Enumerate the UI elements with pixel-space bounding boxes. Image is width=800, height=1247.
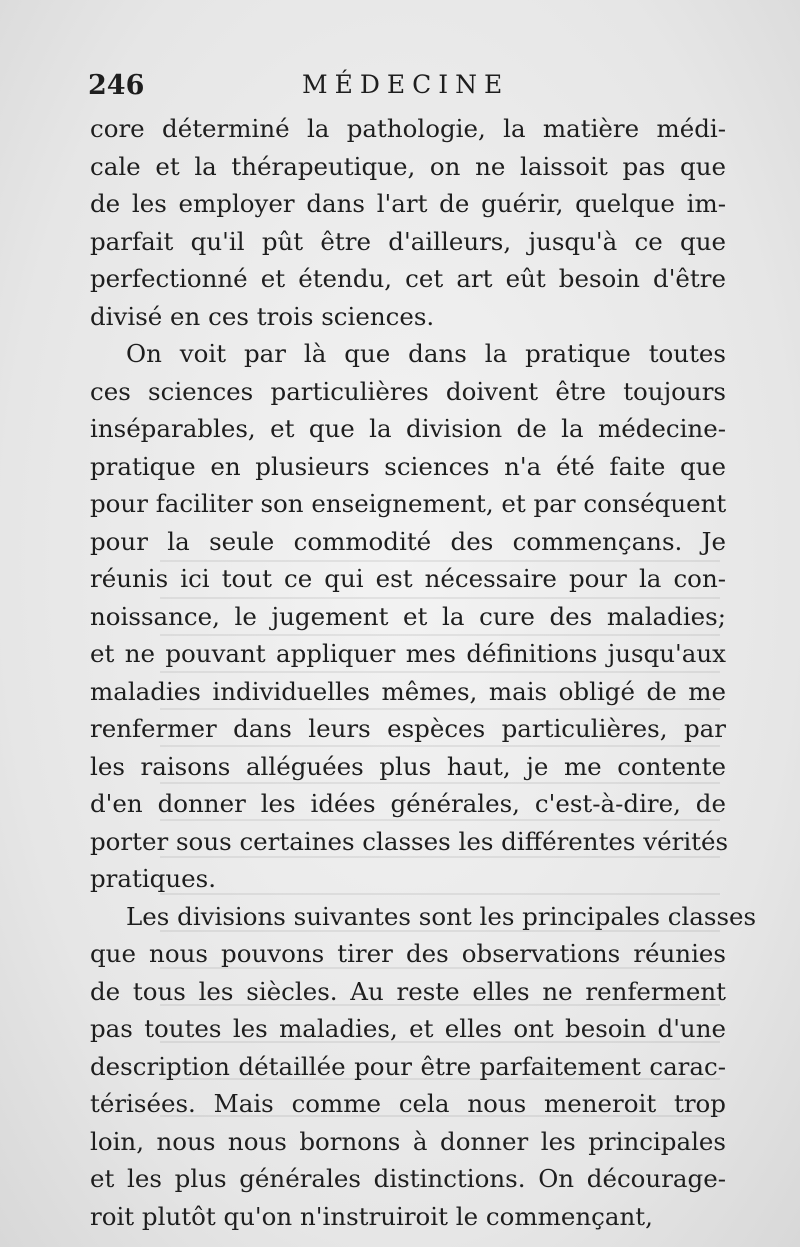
text-line: pour faciliter son enseignement, et par conséquent	[90, 489, 727, 518]
text-line: roit plutôt qu'on n'instruiroit le commençant,	[90, 1201, 653, 1231]
paragraph	[90, 335, 729, 898]
paragraph	[90, 110, 726, 335]
text-line: et les plus générales distinctions. On décourage-	[90, 1164, 726, 1193]
text-line: parfait qu'il pût être d'ailleurs, jusqu'à ce que	[90, 226, 726, 256]
text-line: noissance, le jugement et la cure des maladies;	[90, 601, 726, 631]
text-line: ces sciences particulières doivent être toujours	[90, 376, 726, 406]
text-line: core déterminé la pathologie, la matière médi-	[90, 114, 726, 143]
text-line: d'en donner les idées générales, c'est-à-dire, de	[90, 789, 726, 818]
text-line: maladies individuelles mêmes, mais obligé de me	[90, 676, 726, 706]
text-line: On voit par là que dans la pratique toutes	[126, 339, 726, 368]
text-line: porter sous certaines classes les différentes vérités	[90, 826, 729, 856]
text-line: Les divisions suivantes sont les principales classes	[126, 901, 757, 931]
text-line: que nous pouvons tirer des observations réunies	[90, 939, 726, 968]
text-line: loin, nous nous bornons à donner les principales	[90, 1126, 726, 1156]
text-line: réunis ici tout ce qui est nécessaire pour la con-	[90, 564, 726, 593]
text-line: perfectionné et étendu, cet art eût besoin d'être	[90, 264, 726, 293]
text-line: divisé en ces trois sciences.	[90, 301, 435, 331]
text-line: de tous les siècles. Au reste elles ne renferment	[90, 976, 726, 1006]
text-line: pratique en plusieurs sciences n'a été faite que	[90, 451, 726, 481]
text-line: pour la seule commodité des commençans. Je	[90, 526, 726, 556]
text-line: inséparables, et que la division de la médecine-	[90, 414, 726, 443]
paragraph	[90, 898, 757, 1236]
text-line: renfermer dans leurs espèces particulières, par	[90, 714, 726, 743]
body-text	[90, 110, 757, 1235]
text-line: les raisons alléguées plus haut, je me contente	[90, 751, 726, 781]
text-line: de les employer dans l'art de guérir, quelque im-	[90, 189, 726, 218]
text-line: térisées. Mais comme cela nous meneroit trop	[90, 1089, 726, 1118]
text-line: pas toutes les maladies, et elles ont besoin d'une	[90, 1014, 726, 1043]
page-header	[88, 70, 728, 110]
text-line: cale et la thérapeutique, on ne laissoit pas que	[90, 151, 726, 181]
page-number: 246	[88, 70, 145, 101]
running-head: MÉDECINE	[302, 70, 510, 99]
text-line: description détaillée pour être parfaitement carac-	[90, 1051, 726, 1081]
text-line: pratiques.	[90, 864, 217, 893]
text-line: et ne pouvant appliquer mes définitions jusqu'aux	[90, 639, 726, 668]
